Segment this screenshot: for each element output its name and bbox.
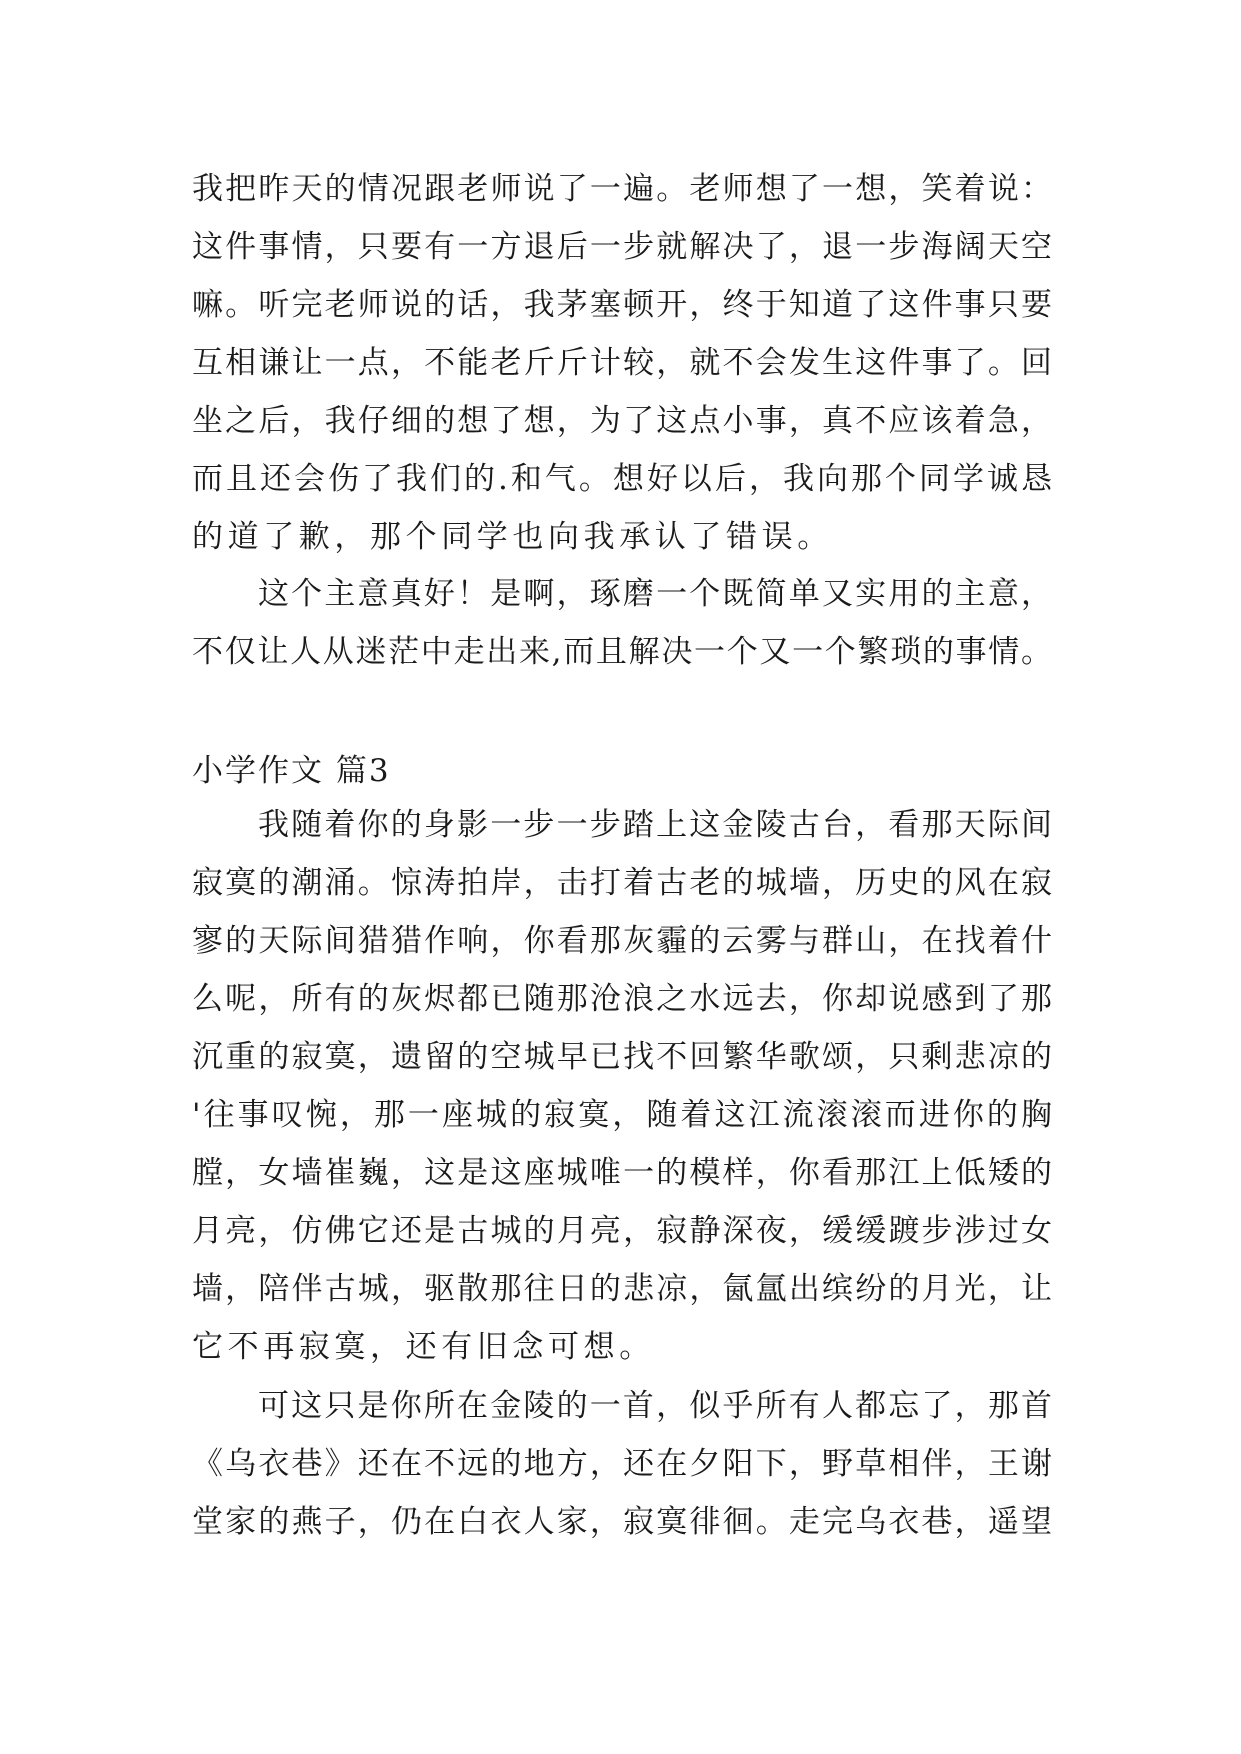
- text-line: 这个主意真好！是啊，琢磨一个既简单又实用的主意，: [258, 576, 1052, 612]
- text-line: 膛，女墙崔巍，这是这座城唯一的模样，你看那江上低矮的: [192, 1155, 1052, 1191]
- text-line: 坐之后，我仔细的想了想，为了这点小事，真不应该着急，: [192, 403, 1052, 439]
- text-line: 而且还会伤了我们的.和气。想好以后，我向那个同学诚恳: [192, 461, 1052, 497]
- text-line: '往事叹惋，那一座城的寂寞，随着这江流滚滚而进你的胸: [192, 1097, 1052, 1133]
- text-line: 互相谦让一点，不能老斤斤计较，就不会发生这件事了。回: [192, 345, 1052, 381]
- text-line: 它不再寂寞，还有旧念可想。: [192, 1329, 655, 1365]
- text-line: 墙，陪伴古城，驱散那往日的悲凉，氤氲出缤纷的月光，让: [192, 1271, 1052, 1307]
- text-line: 可这只是你所在金陵的一首，似乎所有人都忘了，那首: [258, 1388, 1052, 1424]
- text-line: 这件事情，只要有一方退后一步就解决了，退一步海阔天空: [192, 229, 1052, 265]
- paragraph-essay-2: [192, 1377, 1052, 1551]
- text-line: 不仅让人从迷茫中走出来,而且解决一个又一个繁琐的事情。: [192, 634, 1052, 670]
- text-line: 寂寞的潮涌。惊涛拍岸，击打着古老的城墙，历史的风在寂: [192, 865, 1052, 901]
- paragraph-conclusion: [192, 565, 1052, 681]
- text-line: 的道了歉，那个同学也向我承认了错误。: [192, 519, 833, 555]
- text-line: 我把昨天的情况跟老师说了一遍。老师想了一想，笑着说：: [192, 171, 1052, 207]
- text-line: 《乌衣巷》还在不远的地方，还在夕阳下，野草相伴，王谢: [192, 1446, 1052, 1482]
- paragraph-continued: [192, 160, 1052, 566]
- section-heading: 小学作文 篇3: [192, 753, 391, 789]
- text-line: 沉重的寂寞，遗留的空城早已找不回繁华歌颂，只剩悲凉的: [192, 1039, 1052, 1075]
- paragraph-essay-1: [192, 796, 1052, 1376]
- text-line: 么呢，所有的灰烬都已随那沧浪之水远去，你却说感到了那: [192, 981, 1052, 1017]
- text-line: 嘛。听完老师说的话，我茅塞顿开，终于知道了这件事只要: [192, 287, 1052, 323]
- text-line: 寥的天际间猎猎作响，你看那灰霾的云雾与群山，在找着什: [192, 923, 1052, 959]
- text-line: 堂家的燕子，仍在白衣人家，寂寞徘徊。走完乌衣巷，遥望: [192, 1504, 1052, 1540]
- text-line: 我随着你的身影一步一步踏上这金陵古台，看那天际间: [258, 807, 1052, 843]
- text-line: 月亮，仿佛它还是古城的月亮，寂静深夜，缓缓踱步涉过女: [192, 1213, 1052, 1249]
